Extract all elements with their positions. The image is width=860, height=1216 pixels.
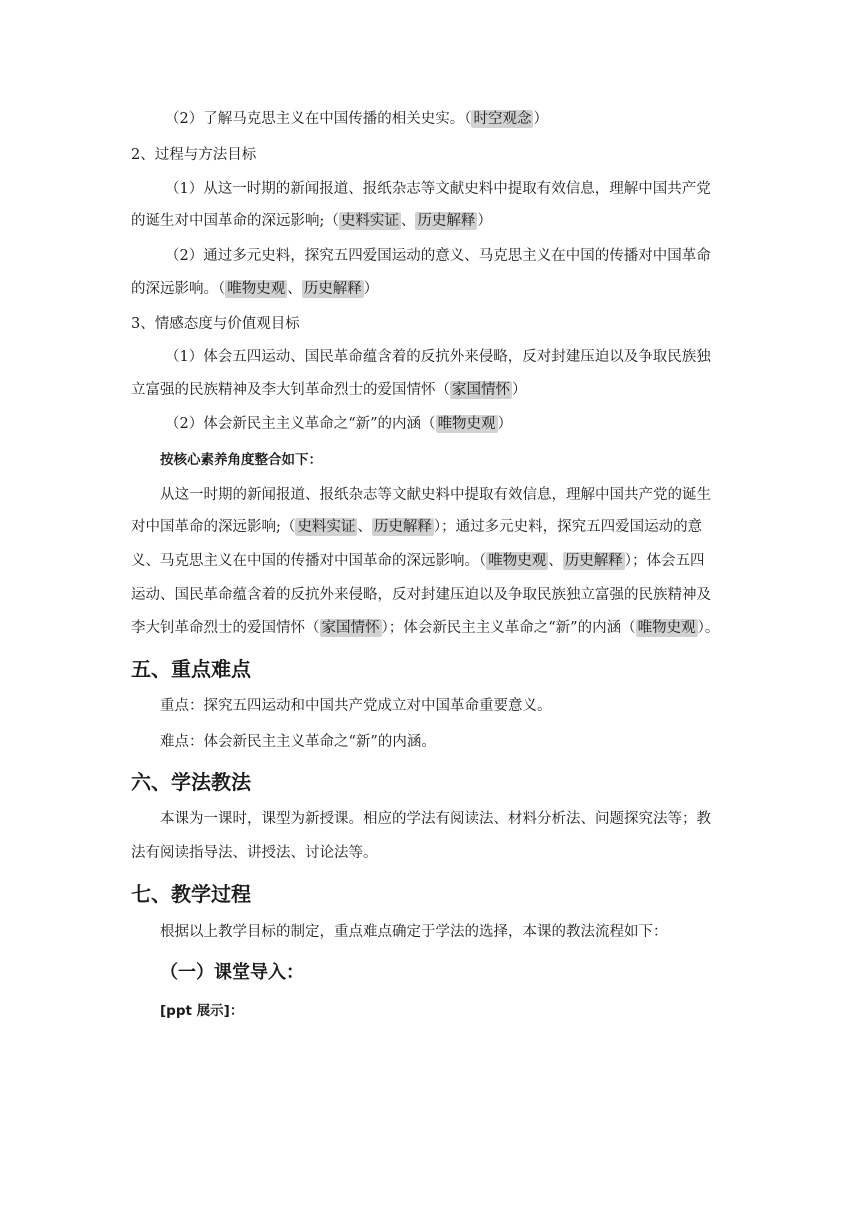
- tag-materialism: 唯物史观: [637, 620, 696, 636]
- tag-historical-interpretation: 历史解释: [373, 519, 432, 535]
- ppt-display-label: [ppt 展示]：: [160, 1003, 244, 1019]
- tag-materialism: 唯物史观: [227, 281, 286, 297]
- goal3-item2: （2）体会新民主主义革命之“新”的内涵（ 唯物史观 ）: [165, 416, 513, 432]
- method-line2: 法有阅读指导法、讲授法、讨论法等。: [131, 845, 378, 861]
- core-line1: 从这一时期的新闻报道、报纸杂志等文献史料中提取有效信息，理解中国共产党的诞生: [160, 487, 711, 503]
- tag-historical-interpretation: 历史解释: [303, 281, 362, 297]
- tag-patriotism: 家国情怀: [452, 382, 510, 398]
- goal2-item2-line2: 的深远影响。（ 唯物史观 、 历史解释 ）: [131, 281, 379, 297]
- core-line2: 对中国革命的深远影响;（ 史料实证 、 历史解释 ）；通过多元史料，探究五四爱国运动的意: [131, 519, 703, 535]
- tag-materialism: 唯物史观: [488, 553, 547, 569]
- goal3-item1-line1: （1）体会五四运动、国民革命蕴含着的反抗外来侵略，反对封建压迫以及争取民族独: [165, 349, 711, 365]
- section-6-title: 六、学法教法: [131, 770, 251, 794]
- goal3-item1-line2: 立富强的民族精神及李大钊革命烈士的爱国情怀（ 家国情怀 ）: [131, 382, 527, 398]
- section-5-title: 五、重点难点: [131, 657, 251, 681]
- goal2-item2-line1: （2）通过多元史料，探究五四爱国运动的意义、马克思主义在中国的传播对中国革命: [165, 248, 711, 264]
- tag-spacetime: 时空观念: [473, 111, 532, 127]
- core-line3: 义、马克思主义在中国的传播对中国革命的深远影响。（ 唯物史观 、 历史解释 ）；体会五四: [131, 553, 705, 569]
- tag-source-evidence: 史料实证: [340, 213, 399, 229]
- tag-historical-interpretation: 历史解释: [417, 213, 476, 229]
- difficult-point: 难点：体会新民主主义革命之“新”的内涵。: [160, 734, 436, 750]
- process-intro: 根据以上教学目标的制定，重点难点确定于学法的选择，本课的教法流程如下：: [160, 924, 668, 940]
- goal2-title: 2、过程与方法目标: [131, 147, 257, 163]
- core-literacy-title: 按核心素养角度整合如下：: [160, 452, 322, 468]
- tag-materialism: 唯物史观: [437, 416, 496, 432]
- method-line1: 本课为一课时，课型为新授课。相应的学法有阅读法、材料分析法、问题探究法等；教: [160, 811, 711, 827]
- subsection-class-intro: （一）课堂导入：: [160, 962, 304, 983]
- core-line5: 李大钊革命烈士的爱国情怀（ 家国情怀 ）；体会新民主主义革命之“新”的内涵（ 唯物史观 ）。: [131, 620, 720, 636]
- goal2-item1-line1: （1）从这一时期的新闻报道、报纸杂志等文献史料中提取有效信息，理解中国共产党: [165, 181, 711, 197]
- goal1-item2: （2）了解马克思主义在中国传播的相关史实。（ 时空观念 ）: [165, 111, 548, 127]
- tag-source-evidence: 史料实证: [297, 519, 356, 535]
- goal2-item1-line2: 的诞生对中国革命的深远影响;（ 史料实证 、 历史解释 ）: [131, 213, 492, 229]
- tag-patriotism: 家国情怀: [321, 620, 380, 636]
- core-line4: 运动、国民革命蕴含着的反抗外来侵略，反对封建压迫以及争取民族独立富强的民族精神及: [131, 587, 711, 603]
- key-point: 重点：探究五四运动和中国共产党成立对中国革命重要意义。: [160, 698, 552, 714]
- tag-historical-interpretation: 历史解释: [564, 553, 623, 569]
- section-7-title: 七、教学过程: [131, 882, 251, 906]
- goal3-title: 3、情感态度与价值观目标: [131, 316, 300, 332]
